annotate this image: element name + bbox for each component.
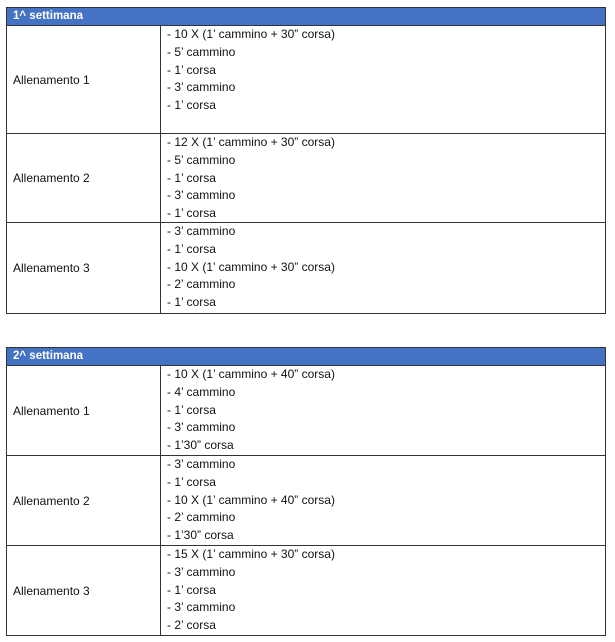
session-label: Allenamento 2 [7, 134, 161, 222]
session-steps [161, 223, 335, 313]
session-label: Allenamento 3 [7, 546, 161, 635]
step-line: - 3’ cammino [167, 224, 236, 238]
session-steps [161, 546, 335, 635]
step-line: - 15 X (1’ cammino + 30” corsa) [167, 547, 335, 561]
step-line: - 4’ cammino [167, 384, 236, 399]
step-line: - 10 X (1’ cammino + 40” corsa) [167, 492, 335, 507]
step-line: - 2’ corsa [167, 618, 216, 633]
step-line: - 3’ cammino [167, 564, 236, 579]
session-row [7, 26, 605, 134]
session-steps [161, 366, 335, 455]
session-label: Allenamento 3 [7, 223, 161, 313]
step-line: - 1’30” corsa [167, 438, 234, 453]
step-line: - 1’ corsa [167, 206, 216, 221]
week-header: 1^ settimana [7, 8, 605, 26]
step-line: - 1’ corsa [167, 582, 216, 597]
session-steps [161, 26, 335, 133]
week-2-table [6, 347, 606, 636]
step-line: - 3’ cammino [167, 600, 236, 615]
session-row [7, 546, 605, 635]
step-line: - 10 X (1’ cammino + 30” corsa) [167, 259, 335, 274]
session-steps [161, 456, 335, 545]
session-steps [161, 134, 335, 222]
step-line: - 1’30” corsa [167, 528, 234, 543]
step-line: - 1’ corsa [167, 62, 216, 77]
step-line: - 3’ cammino [167, 420, 236, 435]
session-row [7, 456, 605, 546]
step-line: - 5’ cammino [167, 152, 236, 167]
step-line: - 1’ corsa [167, 170, 216, 185]
step-line: - 1’ corsa [167, 295, 216, 310]
step-line: - 12 X (1’ cammino + 30” corsa) [167, 135, 335, 149]
session-label: Allenamento 1 [7, 26, 161, 133]
step-line: - 1’ corsa [167, 402, 216, 417]
step-line: - 2’ cammino [167, 510, 236, 525]
week-header: 2^ settimana [7, 348, 605, 366]
step-line: - 10 X (1’ cammino + 40” corsa) [167, 367, 335, 381]
step-line: - 3’ cammino [167, 80, 236, 95]
session-row [7, 134, 605, 223]
week-1-table [6, 7, 606, 314]
session-row [7, 223, 605, 313]
session-row [7, 366, 605, 456]
session-label: Allenamento 2 [7, 456, 161, 545]
step-line: - 3’ cammino [167, 188, 236, 203]
step-line: - 1’ corsa [167, 474, 216, 489]
step-line: - 1’ corsa [167, 241, 216, 256]
step-line: - 2’ cammino [167, 277, 236, 292]
step-line: - 3’ cammino [167, 457, 236, 471]
step-line: - 10 X (1’ cammino + 30” corsa) [167, 27, 335, 41]
step-line: - 5’ cammino [167, 44, 236, 59]
session-label: Allenamento 1 [7, 366, 161, 455]
step-line: - 1’ corsa [167, 98, 216, 113]
